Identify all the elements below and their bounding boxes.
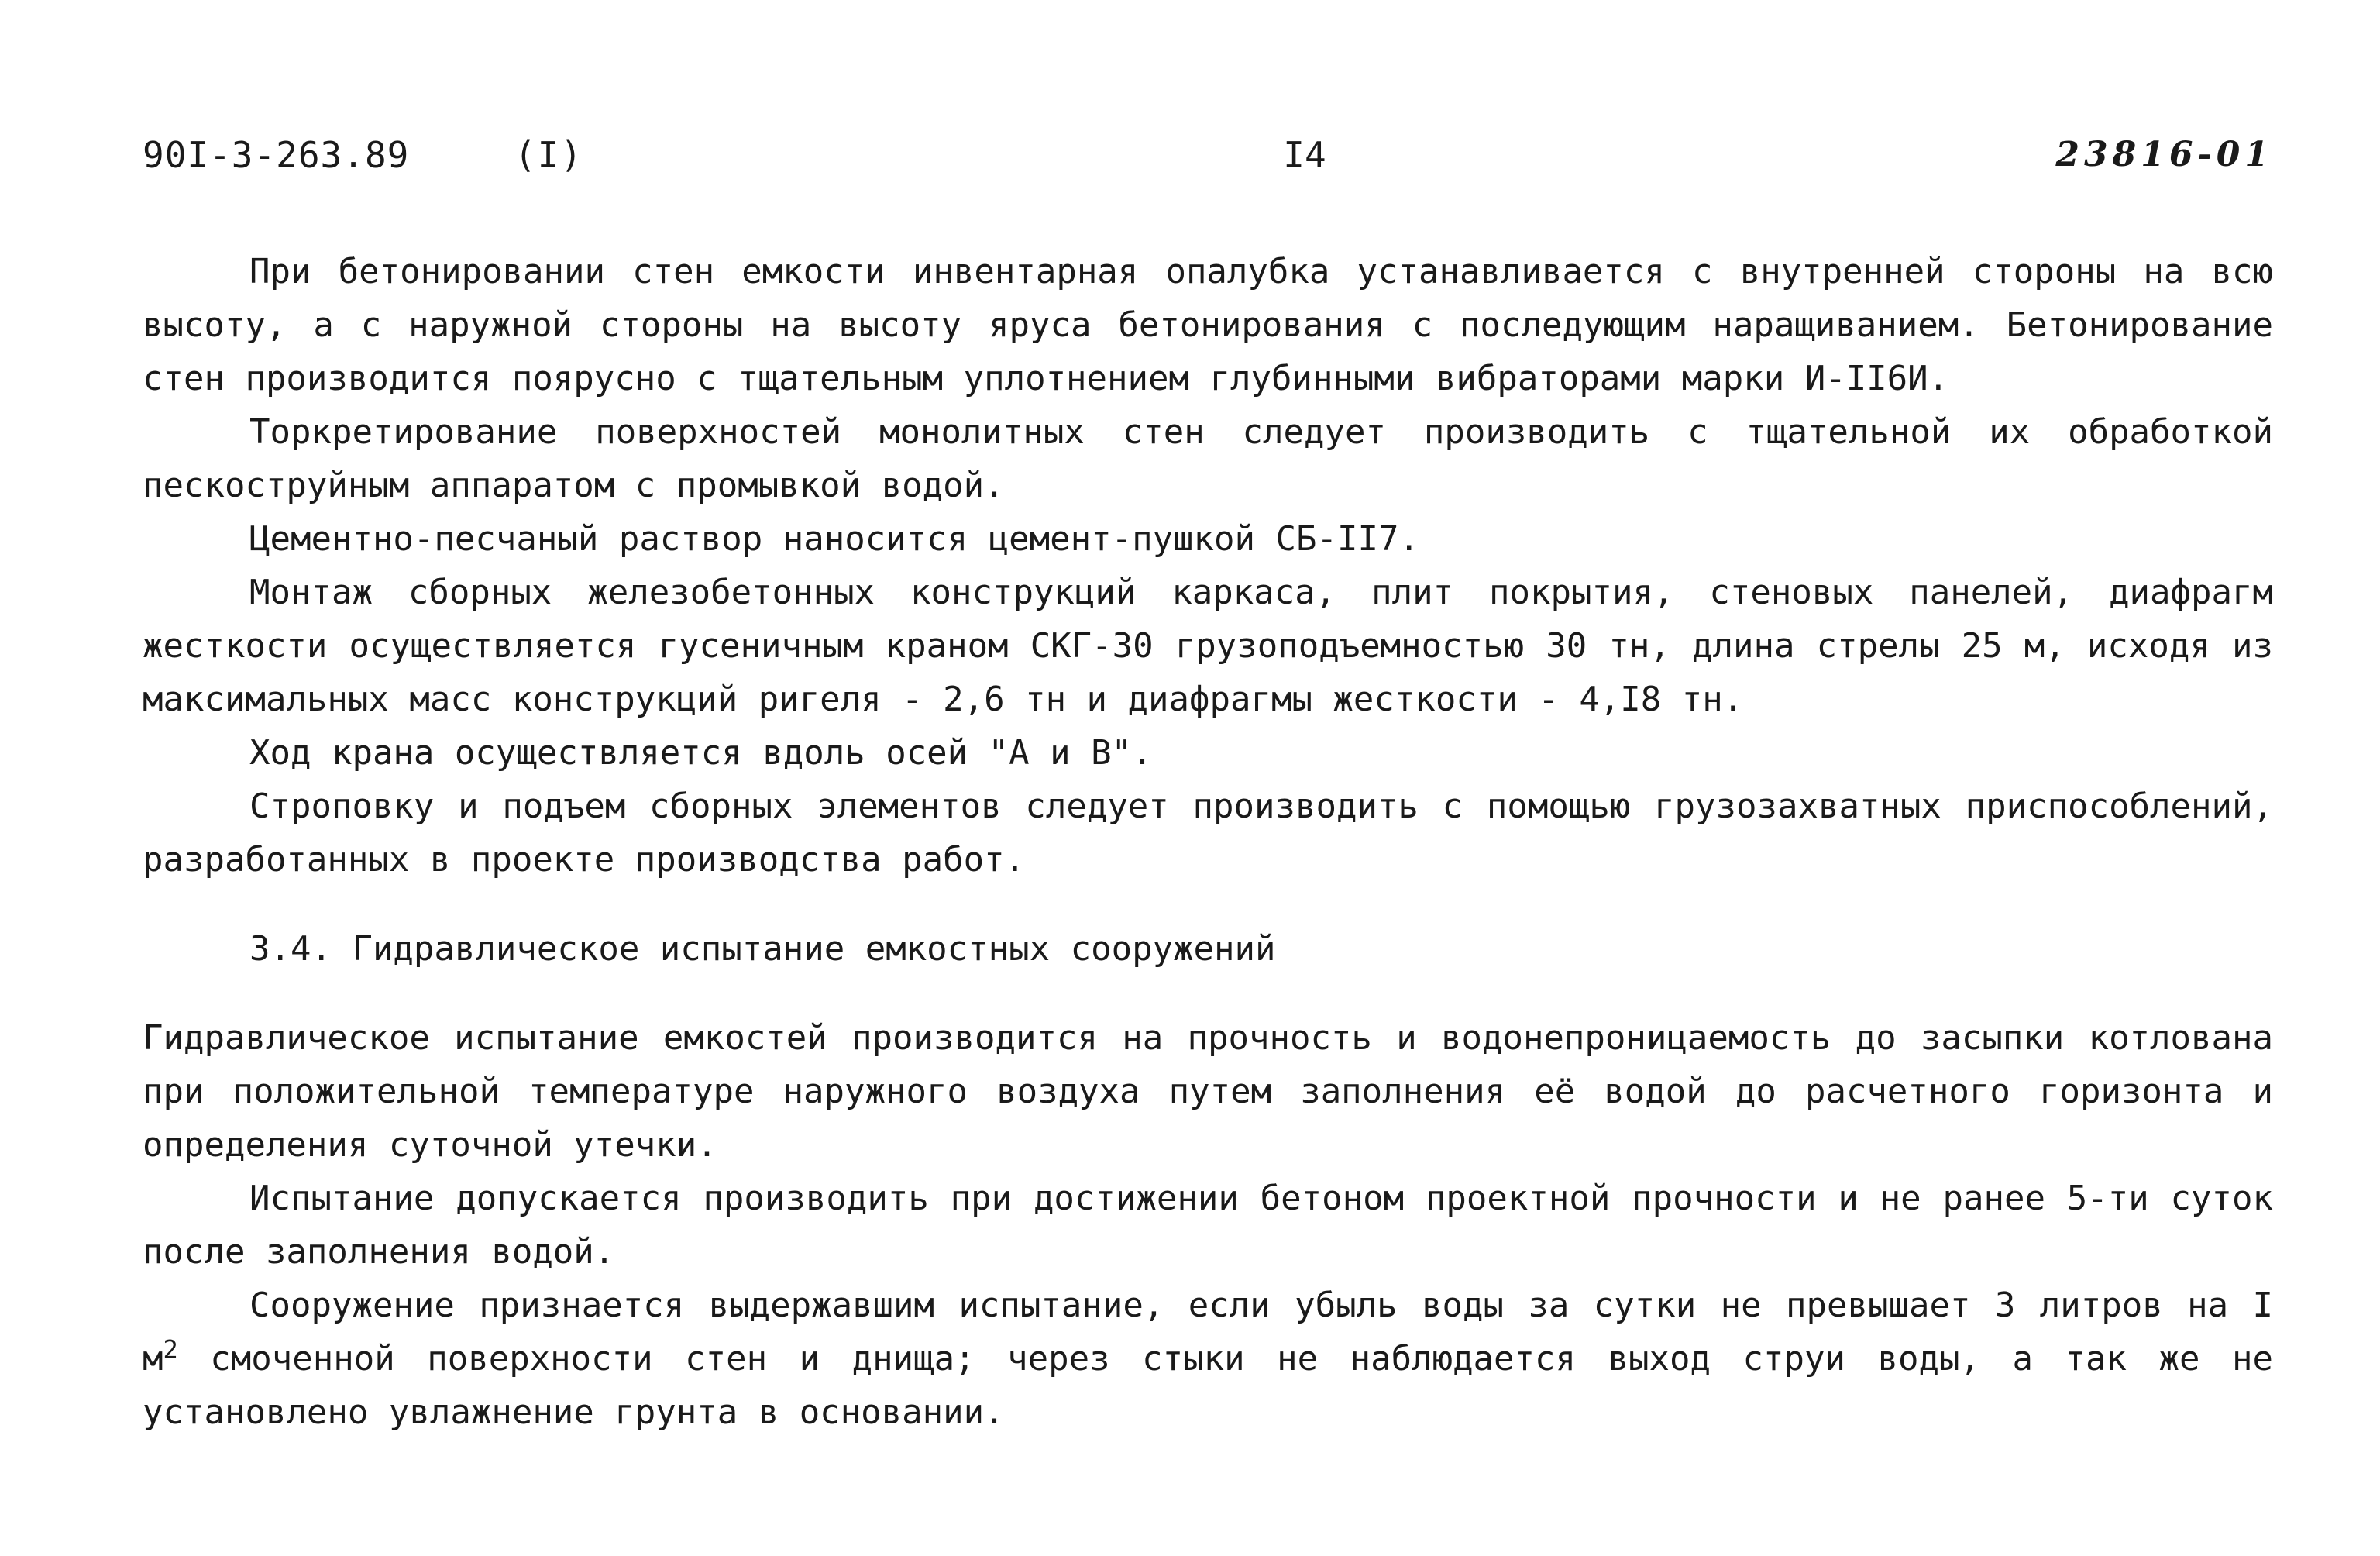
section-heading: 3.4. Гидравлическое испытание емкостных сооружений xyxy=(249,929,1276,969)
paragraph-assembly: Монтаж сборных железобетонных конструкций каркаса, плит покрытия, стеновых панелей, диафрагм жесткости осуществляется гусеничным краном СКГ-30 грузоподъемностью 30 тн, длина стрелы 25 м, исходя из максимальных масс конструкций ригеля - 2,6 тн и диафрагмы жесткости - 4,I8 тн. xyxy=(143,573,2273,719)
paragraph-wall-concreting: При бетонировании стен емкости инвентарная опалубка устанавливается с внутренней стороны на всю высоту, а с наружной стороны на высоту яруса бетонирования с последующим наращиванием. Бетонирование стен производится поярусно с тщательным уплотнением глубинными вибраторами марки И-II6И. xyxy=(143,252,2273,398)
paragraph-slinging: Строповку и подъем сборных элементов следует производить с помощью грузозахватных приспособлений, разработанных в проекте производства работ. xyxy=(143,787,2273,880)
document-part: (I) xyxy=(514,134,584,176)
page-header xyxy=(143,132,2273,194)
paragraph-hydraulic-test: Гидравлическое испытание емкостей производится на прочность и водонепроницаемость до засыпки котлована при положительной температуре наружного воздуха путем заполнения её водой до расчетного горизонта и определения суточной утечки. xyxy=(143,1018,2273,1165)
paragraph-test-conditions: Испытание допускается производить при достижении бетоном проектной прочности и не ранее 5-ти суток после заполнения водой. xyxy=(143,1179,2273,1272)
criteria-text-start: Сооружение признается выдержавшим испытание, если убыль воды за сутки не превышает 3 литров на I м xyxy=(143,1286,2273,1379)
paragraph-shotcreting: Торкретирование поверхностей монолитных стен следует производить с тщательной их обработкой пескоструйным аппаратом с промывкой водой. xyxy=(143,412,2273,505)
paragraph-cement-mortar: Цементно-песчаный раствор наносится цемент-пушкой СБ-II7. xyxy=(249,519,1419,559)
page-number: I4 xyxy=(1283,134,1326,176)
inventory-number: 23816-01 xyxy=(2055,135,2273,174)
document-code: 90I-3-263.89 xyxy=(143,134,410,176)
paragraph-test-criteria xyxy=(143,1279,2273,1439)
paragraph-crane-movement: Ход крана осуществляется вдоль осей "А и В". xyxy=(249,733,1153,773)
document-body xyxy=(143,245,2273,1439)
superscript-squared: 2 xyxy=(163,1334,178,1365)
criteria-text-end: смоченной поверхности стен и днища; через стыки не наблюдается выход струи воды, а так же не установлено увлажнение грунта в основании. xyxy=(143,1339,2273,1432)
